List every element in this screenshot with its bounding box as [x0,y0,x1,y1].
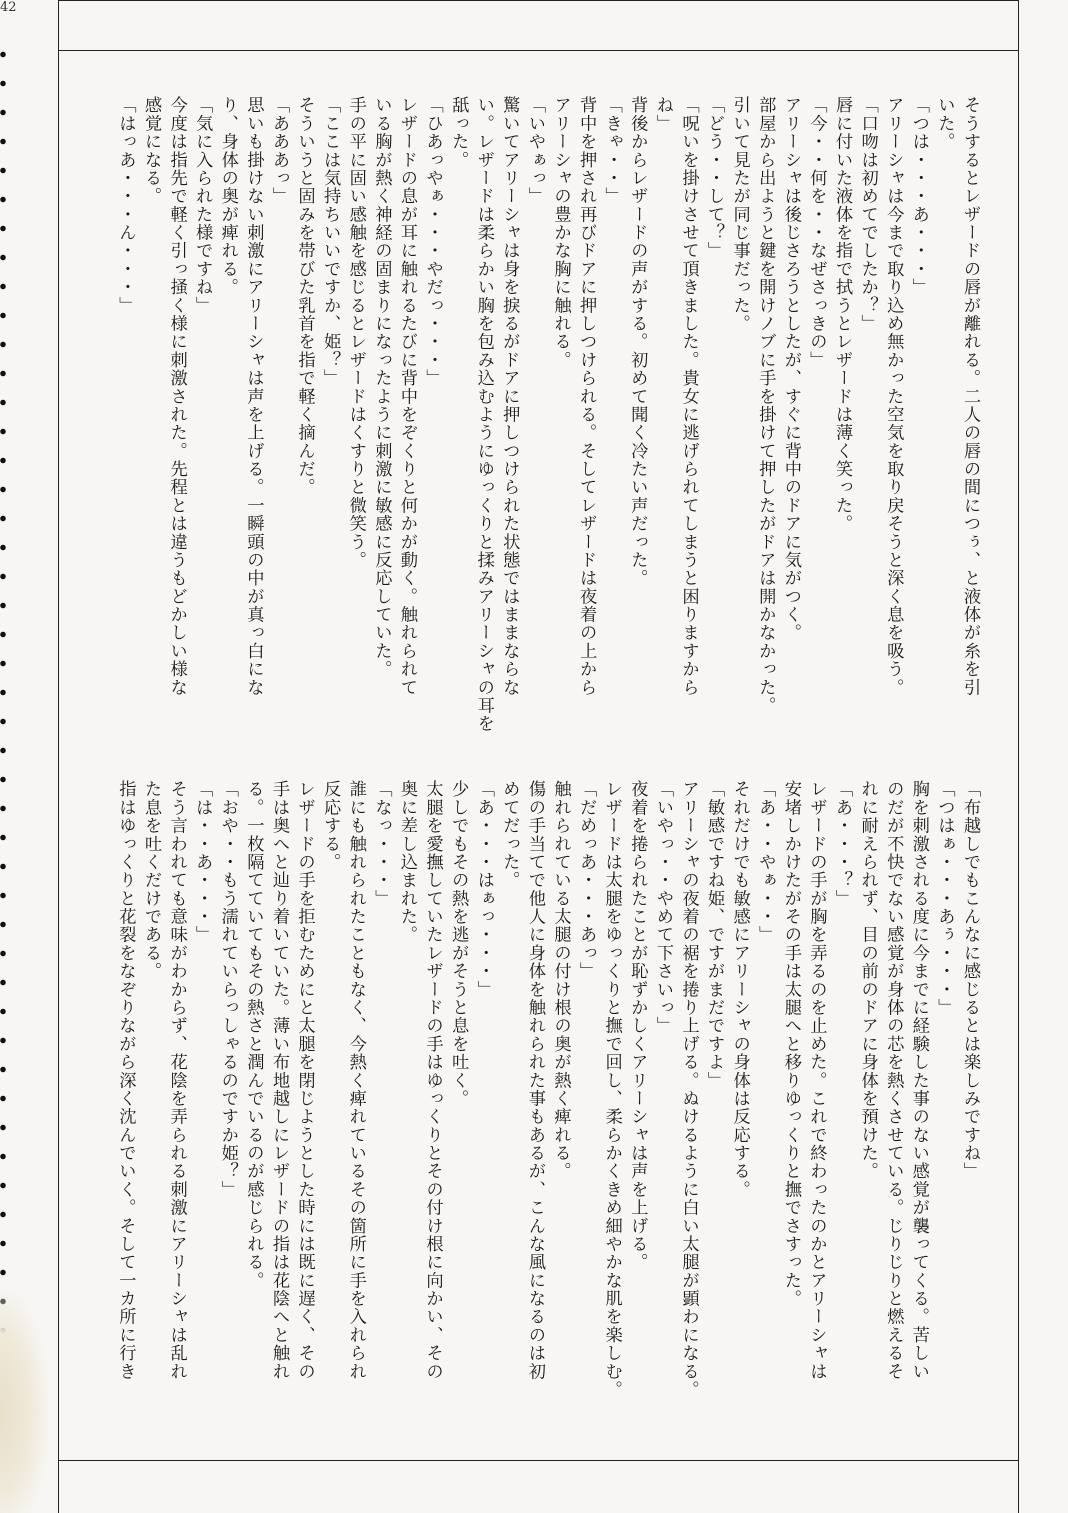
frame-bottom-rule [58,1460,1018,1461]
frame-top-line [58,0,1018,1]
frame-left-line [58,0,59,1513]
novel-text-upper: そうするとレザードの唇が離れる。二人の唇の間につぅ、と液体が糸を引 いた。 「つは・・・あ・・・」 アリーシャは今まで取り込め無かった空気を取り戻そうと深く息を吸う。 「口吻は初めてでしたか？」 唇に付いた液体を指で拭うとレザードは薄く笑った。 「今・・何を・・なぜさっきの」 アリーシャは後じさろうとしたが、すぐに背中のドアに気がつく。 部屋から出ようと鍵を開けノブに手を掛けて押したがドアは開かなかった。 引いて見たが同じ事だった。 「どう・・して？」 「呪いを掛けさせて頂きました。貴女に逃げられてしまうと困りますから ね」 背後からレザードの声がする。初めて聞く冷たい声だった。 「きゃ・・」 背中を押され再びドアに押しつけられる。そしてレザードは夜着の上から アリーシャの豊かな胸に触れる。 「いやぁっ」 驚いてアリーシャは身を捩るがドアに押しつけられた状態ではままならな い。レザードは柔らかい胸を包み込むようにゆっくりと揉みアリーシャの耳を 舐った。 「ひあっやぁ・・・やだっ・・・」 レザードの息が耳に触れるたびに背中をぞくりと何かが動く。触れられて いる胸が熱く神経の固まりになったように刺激に敏感に反応していた。 手の平に固い感触を感じるとレザードはくすりと微笑う。 「ここは気持ちいいですか、姫？」 そういうと固みを帯びた乳首を指で軽く摘んだ。 「あああっ」 思いも掛けない刺激にアリーシャは声を上げる。一瞬頭の中が真っ白にな り、身体の奥が痺れる。 「気に入られた様ですね」 今度は指先で軽く引っ掻く様に刺激された。先程とは違うもどかしい様な 感覚になる。 「はっあ・・・ん・・・」 [115,96,980,733]
binding-holes [0,40,12,1420]
page-number: 42 [0,0,17,15]
frame-right-line [1018,0,1019,1513]
page-curl-shadow [0,1290,48,1513]
frame-top-rule [58,50,1018,51]
novel-text-lower: 「布越しでもこんなに感じるとは楽しみですね」 「つはぁ・・・あぅ・・・」 胸を刺激される度に今までに経験した事のない感覚が襲ってくる。苦しい のだが不快でない感覚が身体の芯を熱くさせている。じりじりと燃えるそ れに耐えられず、目の前のドアに身体を預けた。 「あ・・・？」 レザードの手が胸を弄るのを止めた。これで終わったのかとアリーシャは 安堵しかけたがその手は太腿へと移りゆっくりと撫でさすった。 「あ・・やぁ・・」 それだけでも敏感にアリーシャの身体は反応する。 「敏感ですね姫、ですがまだですよ」 アリーシャの夜着の裾を捲り上げる。ぬけるように白い太腿が顕わになる。 「いやっ・・やめて下さいっ」 夜着を捲られたことが恥ずかしくアリーシャは声を上げる。 レザードは太腿をゆっくりと撫で回し、柔らかくきめ細やかな肌を楽しむ。 「だめっあ・・・あっ」 触れられている太腿の付け根の奥が熱く痺れる。 傷の手当てで他人に身体を触れられた事もあるが、こんな風になるのは初 めてだった。 「あ・・・はぁっ・・・」 少しでもその熱を逃がそうと息を吐く。 太腿を愛撫していたレザードの手はゆっくりとその付け根に向かい、その 奥に差し込まれた。 「なっ・・・」 誰にも触れられたこともなく、今熱く痺れているその箇所に手を入れられ 反応する。 レザードの手を拒むためにと太腿を閉じようとした時には既に遅く、その 手は奥へと辿り着いていた。薄い布地越しにレザードの指は花陰へと触れ る。一枚隔てていてもその熱さと潤んでいるのが感じられる。 「おや・・もう濡れていらっしゃるのですか姫？」 「は・・あ・・・」 そう言われても意味がわからず、花陰を弄られる刺激にアリーシャは乱れ た息を吐くだけである。 指はゆっくりと花裂をなぞりながら深く沈んでいく。そして一カ所に行き [115,780,980,1399]
